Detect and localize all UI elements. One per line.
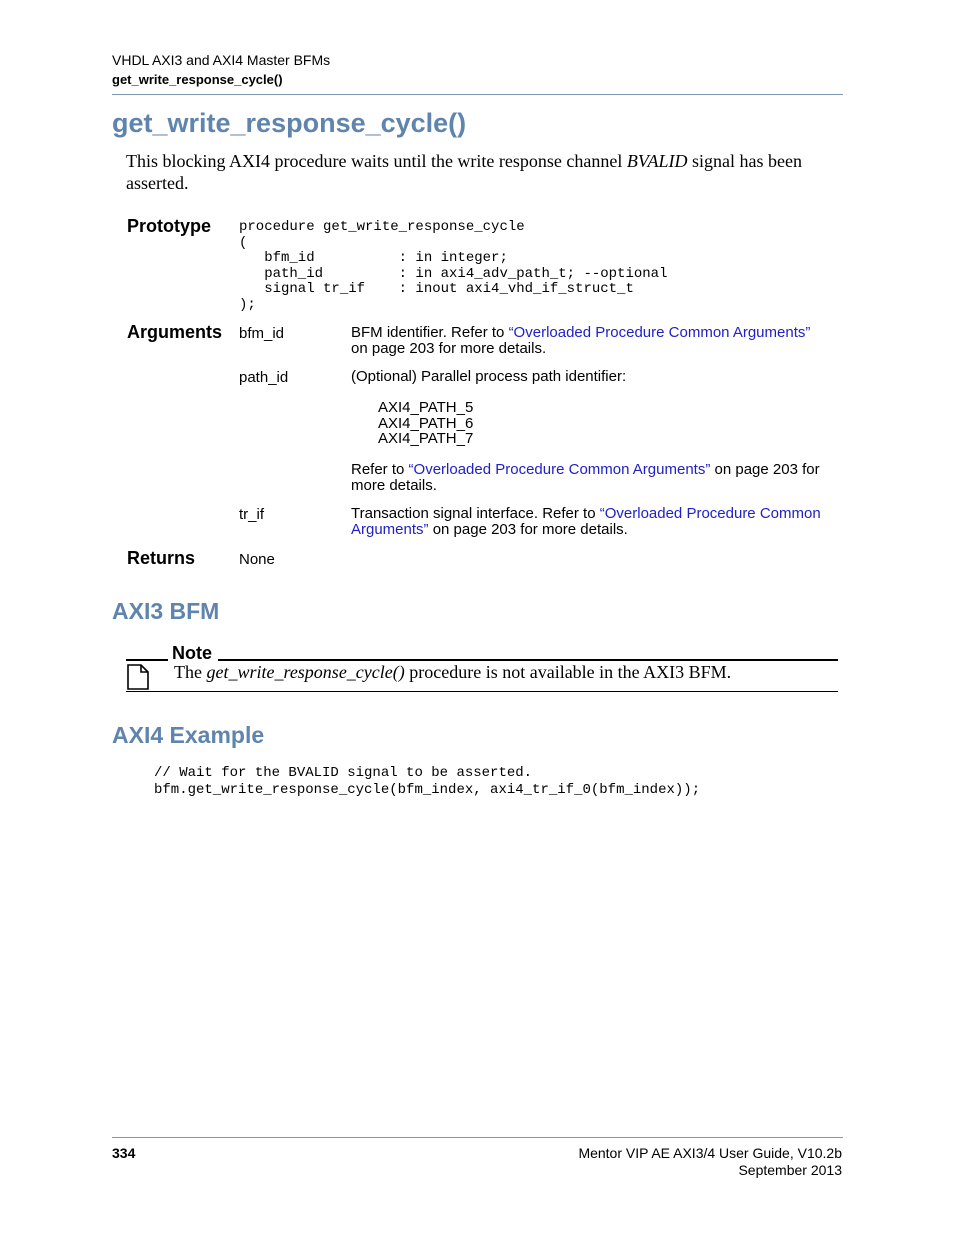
prototype-label: Prototype [127, 216, 212, 236]
axi4-example-heading: AXI4 Example [112, 722, 265, 748]
page-number: 334 [112, 1145, 136, 1161]
path-value: AXI4_PATH_6 [378, 414, 474, 432]
footer-divider [112, 1137, 843, 1138]
note-text-before: The [174, 662, 207, 682]
arg-desc-bfm-id [351, 325, 846, 357]
arg-desc-bfm-id-after: on page 203 for more details. [351, 340, 547, 357]
arg-desc-tr-if [351, 506, 846, 538]
footer-guide-title: Mentor VIP AE AXI3/4 User Guide, V10.2b [578, 1145, 842, 1161]
overloaded-args-link[interactable]: “Overloaded Procedure Common Arguments” [508, 324, 811, 341]
axi4-example-code: // Wait for the BVALID signal to be asserted. bfm.get_write_response_cycle(bfm_index, axi4_tr_if_0(bfm_index)); [154, 765, 701, 798]
axi3-heading: AXI3 BFM [112, 598, 220, 624]
arg-name-bfm-id: bfm_id [239, 325, 285, 342]
returns-label: Returns [127, 548, 196, 568]
arg-desc-bfm-id-text: BFM identifier. Refer to [351, 324, 509, 341]
footer-date: September 2013 [738, 1162, 842, 1178]
note-rule-bottom [126, 691, 838, 692]
returns-value: None [239, 551, 275, 568]
arg-desc-tr-if-text: Transaction signal interface. Refer to [351, 505, 600, 522]
running-header-subsection: get_write_response_cycle() [112, 72, 283, 87]
header-divider [112, 94, 843, 95]
note-procedure-name: get_write_response_cycle() [206, 662, 405, 682]
running-header-section: VHDL AXI3 and AXI4 Master BFMs [112, 52, 331, 68]
note-rule-left [126, 659, 168, 661]
intro-text-before: This blocking AXI4 procedure waits until the write response channel [126, 151, 627, 171]
arg-name-path-id: path_id [239, 369, 289, 386]
intro-paragraph [126, 150, 846, 194]
arguments-label: Arguments [127, 322, 223, 342]
note-label: Note [172, 643, 212, 663]
refer-after: on page 203 for more details. [351, 461, 820, 494]
intro-signal: BVALID [626, 151, 688, 171]
note-rule-top [218, 659, 838, 661]
overloaded-args-link[interactable]: “Overloaded Procedure Common Arguments” [408, 461, 711, 478]
overloaded-args-link[interactable]: “Overloaded Procedure Common Arguments” [351, 505, 821, 538]
intro-text-after: signal has been asserted. [126, 151, 802, 193]
prototype-code: procedure get_write_response_cycle ( bfm_id : in integer; path_id : in axi4_adv_path_t; --optional signal tr_if : inout axi4_vhd_if_struct_t ); [239, 219, 668, 313]
path-value: AXI4_PATH_7 [378, 430, 474, 448]
arg-name-tr-if: tr_if [239, 506, 265, 523]
arg-desc-path-id: (Optional) Parallel process path identifier: [351, 368, 627, 385]
note-text-after: procedure is not available in the AXI3 BFM. [404, 662, 732, 682]
page-title: get_write_response_cycle() [112, 108, 467, 138]
note-text [174, 662, 731, 683]
path-value: AXI4_PATH_5 [378, 399, 474, 416]
arg-desc-path-id-refer [351, 462, 846, 494]
refer-text: Refer to [351, 461, 409, 478]
path-id-values [378, 400, 473, 447]
arg-desc-tr-if-after: on page 203 for more details. [428, 521, 628, 538]
